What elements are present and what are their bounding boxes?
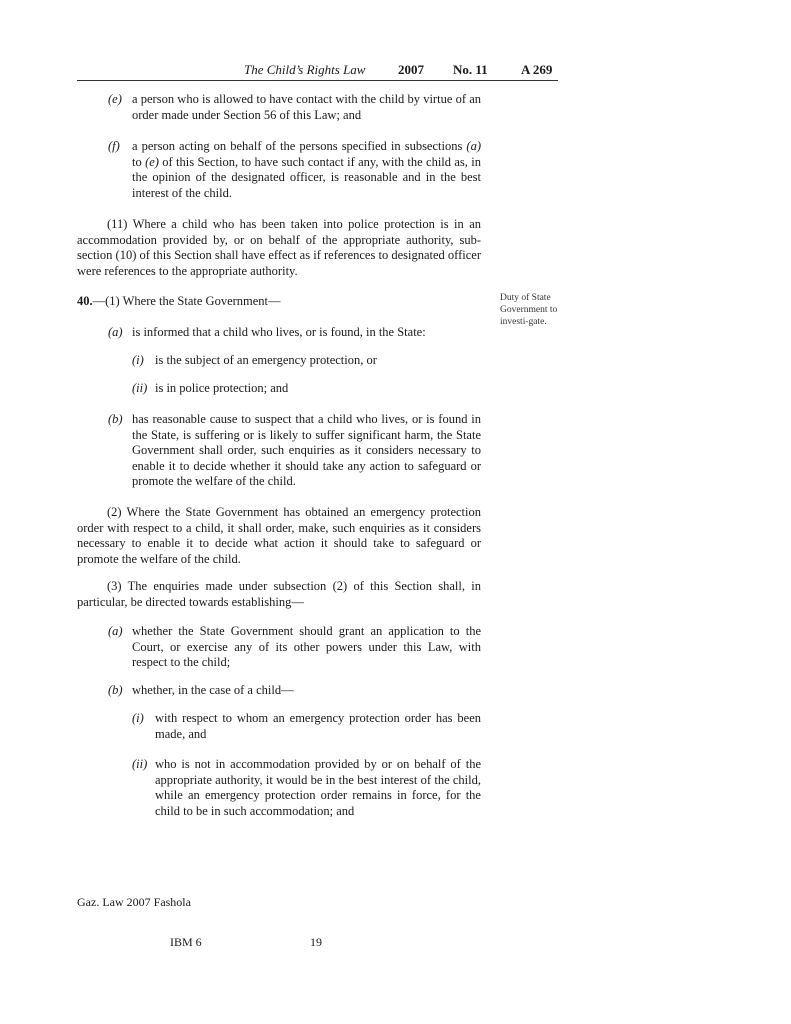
paragraph-11: (11) Where a child who has been taken into police protection is in an accommodation provided by, or on behalf of the appropriate authority, sub-section (10) of this Section shall have effect as if references to designated officer were references to the appropriate authority. — [77, 217, 481, 278]
item-label: (f) — [108, 139, 120, 153]
item-3b-text: whether, in the case of a child— — [132, 683, 294, 697]
margin-note: Duty of State Government to investi-gate. — [500, 293, 558, 327]
item-label: (a) — [108, 325, 123, 339]
subitem-label: (ii) — [132, 381, 148, 395]
gazette-footer: Gaz. Law 2007 Fashola — [77, 895, 191, 909]
item-f-text: a person acting on behalf of the persons specified in subsections (a) to (e) of this Section, to have such contact if any, with the child as, in the opinion of the designated officer, is reasonable and in the best interest of the child. — [132, 139, 481, 200]
header-year: 2007 — [398, 62, 424, 77]
subitem-label: (i) — [132, 711, 144, 725]
item-b-text: has reasonable cause to suspect that a child who lives, or is found in the State, is suffering or is likely to suffer significant harm, the State Government shall order, such enquiries as it considers necessary to enable it to decide whether it should take any action to safeguard or promote the welfare of the child. — [132, 412, 481, 488]
subitem-3bi-text: with respect to whom an emergency protection order has been made, and — [155, 711, 481, 741]
item-label: (e) — [108, 92, 122, 106]
header-law-number: No. 11 — [453, 62, 488, 77]
subitem-ii-text: is in police protection; and — [155, 381, 289, 395]
item-label: (b) — [108, 412, 123, 426]
paragraph-2: (2) Where the State Government has obtained an emergency protection order with respect to a child, it shall order, make, such enquiries as it considers necessary to enable it to decide what action it should take to safeguard or promote the welfare of the child. — [77, 505, 481, 566]
printed-page-number: 19 — [310, 935, 322, 949]
subitem-label: (ii) — [132, 757, 148, 771]
header-rule — [77, 80, 558, 81]
section-number: 40. — [77, 294, 93, 308]
item-label: (b) — [108, 683, 123, 697]
item-label: (a) — [108, 624, 123, 638]
section-40-heading: 40.—(1) Where the State Government— — [77, 294, 281, 308]
header-page-number: A 269 — [521, 62, 553, 77]
subitem-3bii-text: who is not in accommodation provided by or on behalf of the appropriate authority, it would be in the best interest of the child, while an emergency protection order remains in force, for the child to be in such accommodation; and — [155, 757, 481, 818]
subitem-i-text: is the subject of an emergency protection, or — [155, 353, 377, 367]
subitem-label: (i) — [132, 353, 144, 367]
item-a-text: is informed that a child who lives, or is found, in the State: — [132, 325, 426, 339]
running-header-title: The Child’s Rights Law — [244, 62, 366, 77]
print-code: IBM 6 — [170, 935, 202, 949]
paragraph-3: (3) The enquiries made under subsection (2) of this Section shall, in particular, be directed towards establishing— — [77, 579, 481, 609]
item-e-text: a person who is allowed to have contact with the child by virtue of an order made under Section 56 of this Law; and — [132, 92, 481, 122]
item-3a-text: whether the State Government should grant an application to the Court, or exercise any of its other powers under this Law, with respect to the child; — [132, 624, 481, 669]
